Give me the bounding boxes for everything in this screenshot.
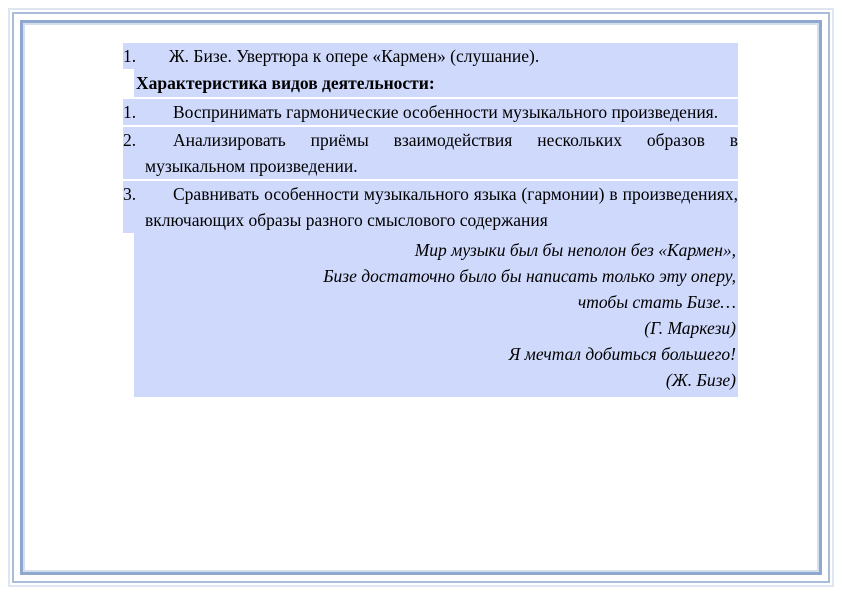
item-text: Сравнивать особенности музыкального языка (гармонии) в произведениях, включающих образы разного смыслового содержания (145, 184, 738, 230)
quote-line: Мир музыки был бы неполон без «Кармен», (414, 240, 736, 260)
quote-author: (Ж. Бизе) (665, 370, 736, 390)
quote-line: Бизе достаточно было бы написать только эту оперу, (323, 266, 736, 286)
item-text: Ж. Бизе. Увертюра к опере «Кармен» (слушание). (169, 46, 540, 66)
slide-content (123, 43, 738, 397)
item-text: Анализировать приёмы взаимодействия нескольких образов в музыкальном произведении. (145, 130, 738, 176)
item-number: 3. (123, 184, 137, 204)
item-number: 1. (123, 102, 137, 122)
quote-line: чтобы стать Бизе… (577, 292, 736, 312)
quote-author: (Г. Маркези) (644, 318, 736, 338)
activity-item (123, 99, 738, 125)
item-number: 2. (123, 130, 137, 150)
activities-heading: Характеристика видов деятельности: (134, 69, 738, 97)
quote-line: Я мечтал добиться большего! (508, 344, 736, 364)
listening-item (123, 43, 738, 69)
activity-item (123, 181, 738, 233)
item-number: 1. (123, 46, 137, 66)
epigraph-quote (134, 233, 738, 397)
item-text: Воспринимать гармонические особенности музыкального произведения. (173, 102, 719, 122)
activity-item (123, 127, 738, 179)
